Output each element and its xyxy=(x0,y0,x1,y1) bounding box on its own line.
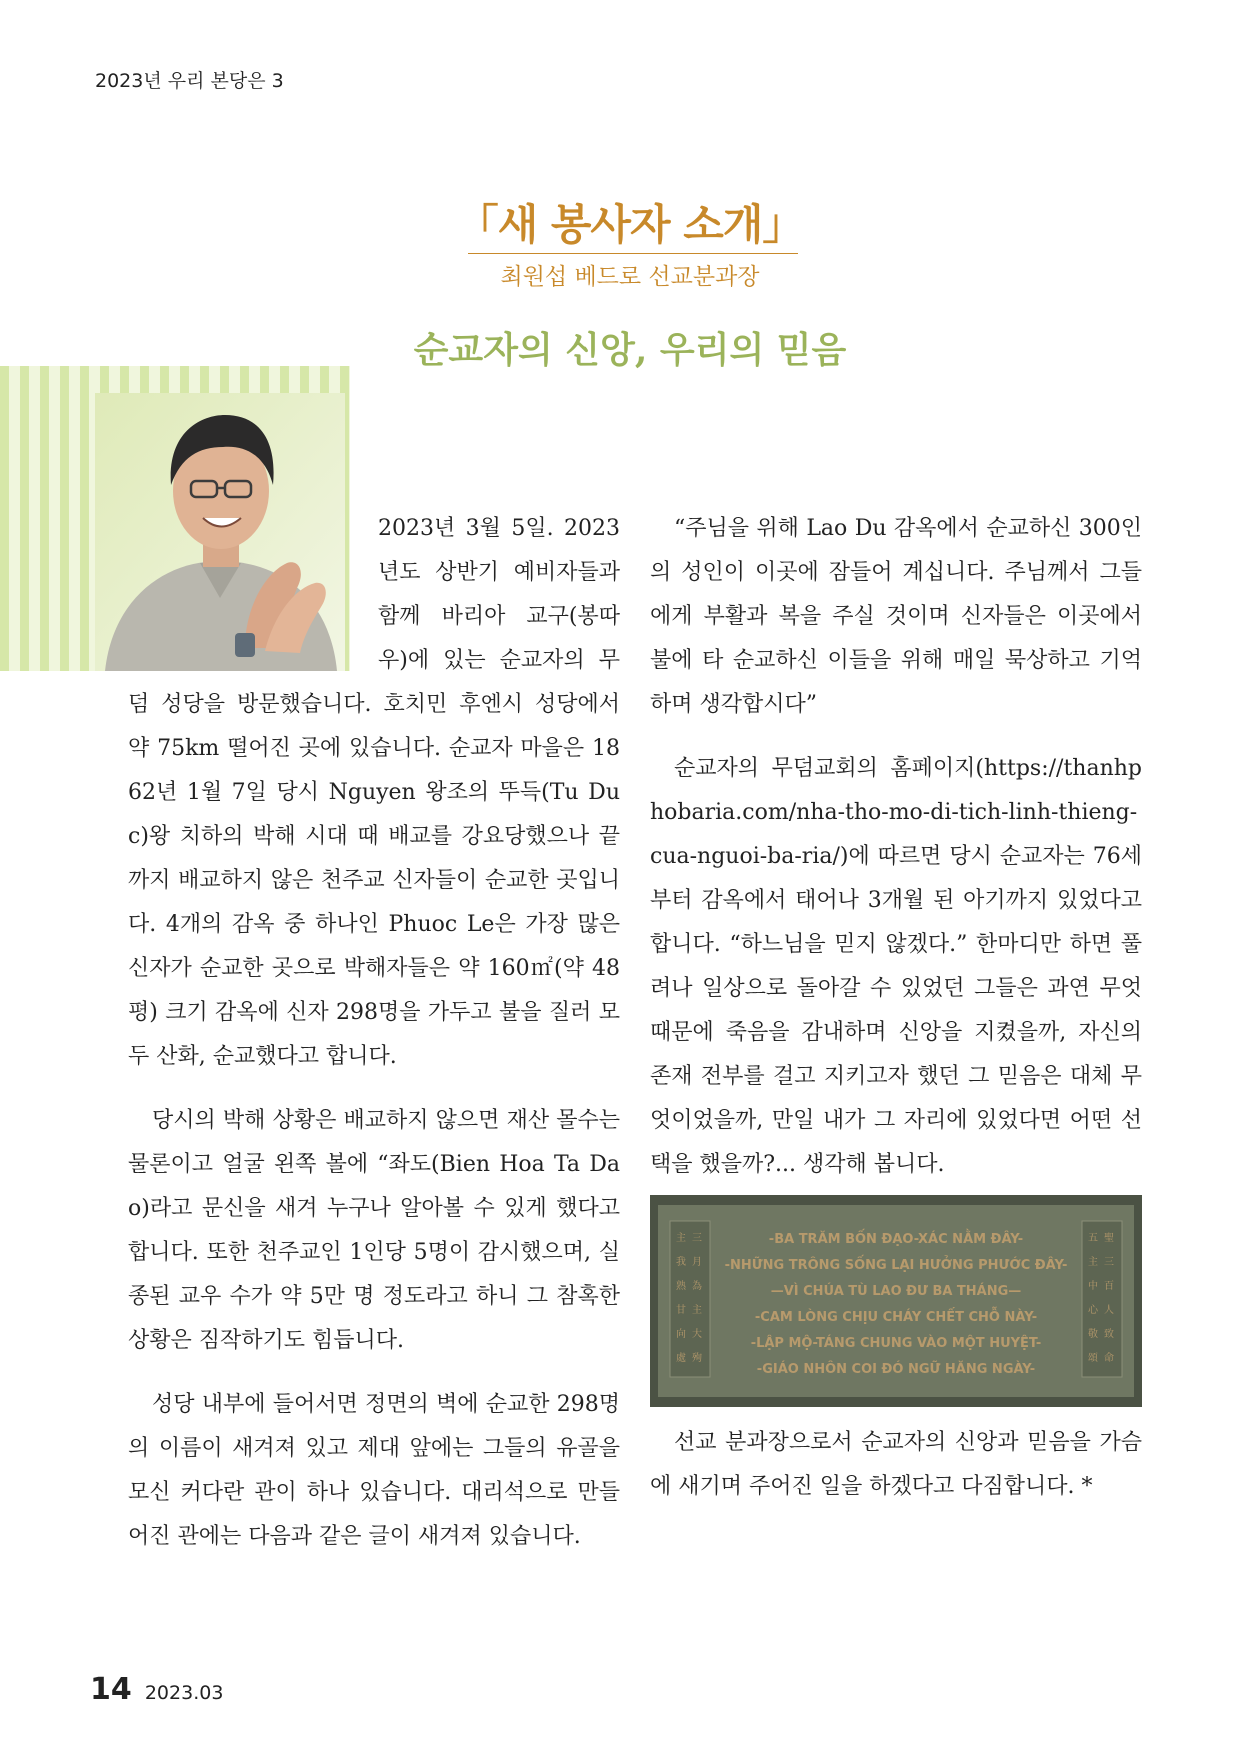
paragraph: 성당 내부에 들어서면 정면의 벽에 순교한 298명의 이름이 새겨져 있고 제대 앞에는 그들의 유골을 모신 커다란 관이 하나 있습니다. 대리석으로 만들어진 관에는 다음과 같은 글이 새겨져 있습니다. xyxy=(128,1392,620,1549)
svg-text:主 三: 主 三 xyxy=(676,1233,703,1244)
svg-text:五 聖: 五 聖 xyxy=(1088,1233,1115,1244)
svg-text:頌 命: 頌 命 xyxy=(1088,1353,1115,1364)
quote-paragraph: “주님을 위해 Lao Du 감옥에서 순교하신 300인의 성인이 이곳에 잠들어 계십니다. 주님께서 그들에게 부활과 복을 주실 것이며 신자들은 이곳에서 불에 타 순교하신 이들을 위해 매일 묵상하고 기억하며 생각합시다” xyxy=(650,516,1142,717)
article-subtitle: 순교자의 신앙, 우리의 믿음 xyxy=(413,329,847,371)
paragraph: 2023년 3월 5일. 2023년도 상반기 예비자들과 함께 바리아 교구(봉따우)에 있는 순교자의 무덤 성당을 방문했습니다. 호치민 후엔시 성당에서 약 75km 떨어진 곳에 있습니다. 순교자 마을은 1862년 1월 7일 당시 Nguyen 왕조의 뚜득(Tu Duc)왕 치하의 박해 시대 때 배교를 강요당했으나 끝까지 배교하지 않은 천주교 신자들이 순교한 곳입니다. 4개의 감옥 중 하나인 Phuoc Le은 가장 많은 신자가 순교한 곳으로 박해자들은 약 160㎡(약 48평) 크기 감옥에 신자 298명을 가두고 불을 질러 모두 산화, 순교했다고 합니다. xyxy=(128,516,620,1069)
page-number: 14 xyxy=(90,1672,132,1707)
page-footer xyxy=(90,1672,223,1707)
inscription-line: -BA TRĂM BỐN ĐẠO-XÁC NẰM ĐÂY- xyxy=(768,1232,1024,1247)
svg-text:中 百: 中 百 xyxy=(1088,1281,1115,1292)
paragraph: 당시의 박해 상황은 배교하지 않으면 재산 몰수는 물론이고 얼굴 왼쪽 볼에 “좌도(Bien Hoa Ta Dao)라고 문신을 새겨 누구나 알아볼 수 있게 했다고 합니다. 또한 천주교인 1인당 5명이 감시했으며, 실종된 교우 수가 약 5만 명 정도라고 하니 그 참혹한 상황은 짐작하기도 힘듭니다. xyxy=(128,1108,620,1353)
svg-text:處 殉: 處 殉 xyxy=(676,1353,703,1364)
svg-text:主 三: 主 三 xyxy=(1088,1257,1115,1268)
paragraph: 순교자의 무덤교회의 홈페이지(https://thanhphobaria.com/nha-tho-mo-di-tich-linh-thieng-cua-nguoi-ba-ria/)에 따르면 당시 순교자는 76세부터 감옥에서 태어나 3개월 된 아기까지 있었다고 합니다. “하느님을 믿지 않겠다.” 한마디만 하면 풀려나 일상으로 돌아갈 수 있었던 그들은 과연 무엇 때문에 죽음을 감내하며 신앙을 지켰을까, 자신의 존재 전부를 걸고 지키고자 했던 그 믿음은 대체 무엇이었을까, 만일 내가 그 자리에 있었다면 어떤 선택을 했을까?... 생각해 봅니다. xyxy=(650,756,1142,1177)
issue-date: 2023.03 xyxy=(144,1682,224,1704)
svg-text:敬 致: 敬 致 xyxy=(1088,1329,1115,1340)
inscription-line: -CAM LÒNG CHỊU CHÁY CHẾT CHỖ NÀY- xyxy=(754,1310,1038,1325)
inscription-line: -NHỮNG TRÔNG SỐNG LẠI HƯỞNG PHƯỚC ĐÂY- xyxy=(724,1258,1068,1273)
svg-text:甘 主: 甘 主 xyxy=(676,1305,703,1316)
inscription-line: -GIÁO NHÔN COI ĐÓ NGỮ HĂNG NGÀY- xyxy=(756,1362,1036,1377)
closing-paragraph: 선교 분과장으로서 순교자의 신앙과 믿음을 가슴에 새기며 주어진 일을 하겠다고 다짐합니다. * xyxy=(650,1430,1142,1499)
svg-text:我 月: 我 月 xyxy=(676,1257,703,1268)
coffin-inscription-photo xyxy=(650,1195,1142,1407)
right-column xyxy=(650,507,1142,1509)
left-column xyxy=(128,507,620,1559)
author-line: 최원섭 베드로 선교분과장 xyxy=(500,264,760,290)
svg-text:向 大: 向 大 xyxy=(676,1329,703,1340)
running-header: 2023년 우리 본당은 3 xyxy=(95,70,284,92)
inscription-line: -LẬP MỘ-TÁNG CHUNG VÀO MỘT HUYỆT- xyxy=(750,1336,1042,1351)
section-title: 「새 봉사자 소개」 xyxy=(456,200,804,249)
svg-text:心 人: 心 人 xyxy=(1088,1305,1115,1316)
svg-text:熟 為: 熟 為 xyxy=(676,1281,703,1292)
inscription-line: —VÌ CHÚA TÙ LAO ĐƯ BA THÁNG— xyxy=(770,1284,1022,1299)
title-divider xyxy=(468,253,798,254)
